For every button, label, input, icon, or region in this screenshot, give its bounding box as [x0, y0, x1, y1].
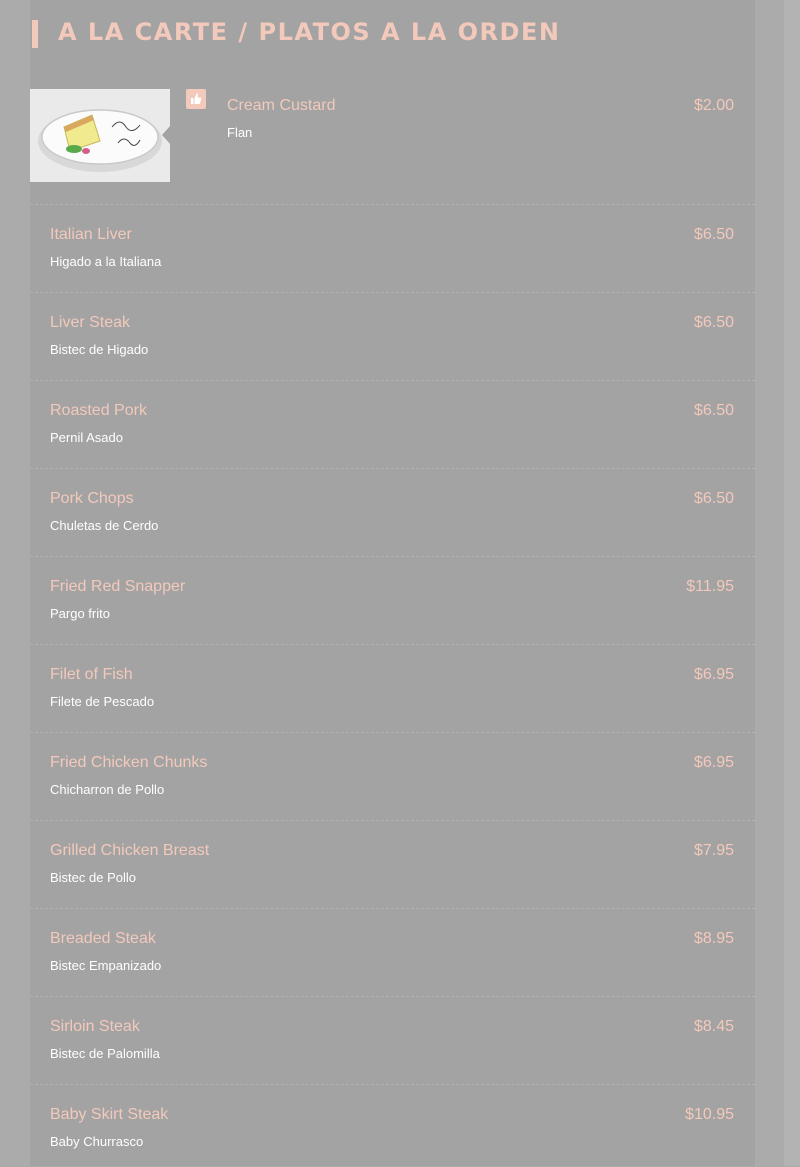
menu-item[interactable] — [30, 380, 755, 468]
item-price: $6.50 — [693, 226, 734, 243]
item-description: Baby Churrasco — [50, 1134, 144, 1149]
item-description: Bistec Empanizado — [50, 958, 162, 973]
item-description: Bistec de Pollo — [50, 870, 136, 885]
item-price: $8.95 — [693, 930, 734, 947]
menu-item[interactable] — [30, 556, 755, 644]
menu-item[interactable] — [30, 732, 755, 820]
item-description: Pernil Asado — [50, 430, 123, 445]
page-edge-strip — [784, 0, 800, 1166]
item-description: Filete de Pescado — [50, 694, 155, 709]
menu-item[interactable] — [30, 996, 755, 1084]
item-name[interactable]: Cream Custard — [227, 97, 336, 114]
item-name[interactable]: Roasted Pork — [50, 402, 147, 419]
menu-item[interactable] — [30, 468, 755, 556]
item-price: $6.50 — [693, 402, 734, 419]
section-title-accent-bar — [32, 20, 38, 48]
thumbs-up-icon — [186, 89, 206, 109]
section-title: A LA CARTE / PLATOS A LA ORDEN — [58, 18, 561, 46]
item-name[interactable]: Baby Skirt Steak — [50, 1106, 169, 1123]
menu-item[interactable] — [30, 820, 755, 908]
dish-photo[interactable] — [30, 89, 170, 182]
item-price: $7.95 — [693, 842, 734, 859]
item-price: $6.50 — [693, 490, 734, 507]
item-price: $6.95 — [693, 666, 734, 683]
thumbs-up-badge[interactable] — [186, 89, 206, 109]
menu-item[interactable] — [30, 292, 755, 380]
item-price: $8.45 — [693, 1018, 734, 1035]
item-price: $10.95 — [685, 1106, 734, 1123]
item-description: Flan — [227, 125, 253, 140]
dish-photo-graphic — [30, 89, 170, 182]
menu-item-cream-custard[interactable] — [30, 89, 755, 204]
item-name[interactable]: Fried Chicken Chunks — [50, 754, 208, 771]
item-name[interactable]: Italian Liver — [50, 226, 132, 243]
photo-pointer-notch — [162, 125, 170, 145]
item-name[interactable]: Liver Steak — [50, 314, 131, 331]
item-name[interactable]: Sirloin Steak — [50, 1018, 140, 1035]
item-name[interactable]: Fried Red Snapper — [50, 578, 186, 595]
item-price: $6.95 — [693, 754, 734, 771]
item-price: $11.95 — [686, 578, 734, 595]
item-name[interactable]: Pork Chops — [50, 490, 134, 507]
item-name[interactable]: Grilled Chicken Breast — [50, 842, 210, 859]
menu-item[interactable] — [30, 1084, 755, 1167]
item-description: Pargo frito — [50, 606, 110, 621]
item-description: Bistec de Higado — [50, 342, 149, 357]
menu-item[interactable] — [30, 644, 755, 732]
menu-item[interactable] — [30, 908, 755, 996]
item-description: Chicharron de Pollo — [50, 782, 165, 797]
item-description: Chuletas de Cerdo — [50, 518, 159, 533]
item-price: $6.50 — [693, 314, 734, 331]
menu-item[interactable] — [30, 204, 755, 292]
item-description: Bistec de Palomilla — [50, 1046, 160, 1061]
item-price: $2.00 — [693, 97, 734, 114]
item-name[interactable]: Filet of Fish — [50, 666, 133, 683]
item-description: Higado a la Italiana — [50, 254, 162, 269]
item-name[interactable]: Breaded Steak — [50, 930, 156, 947]
